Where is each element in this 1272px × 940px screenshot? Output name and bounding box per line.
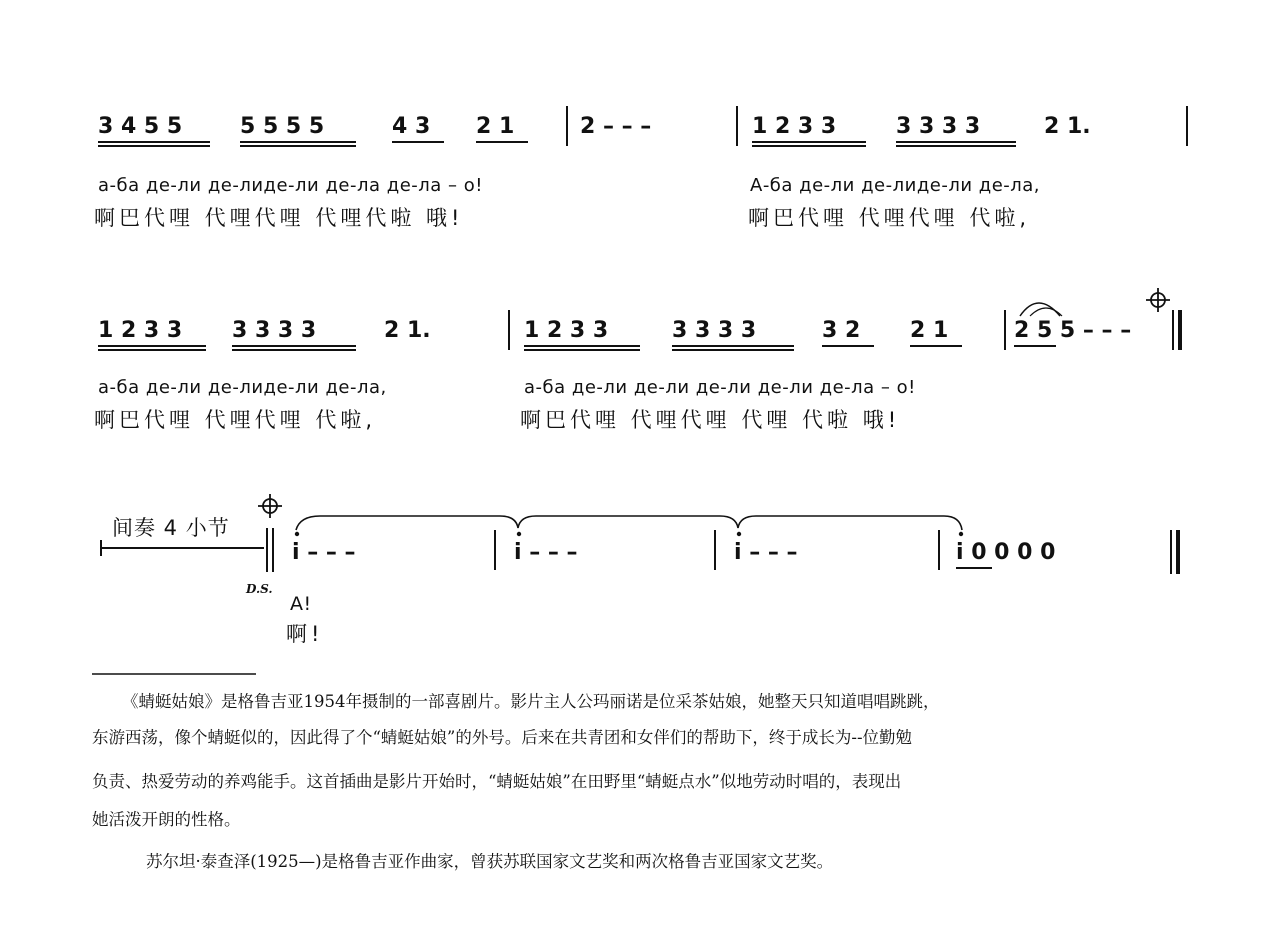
notes-measure-12: i 0 0 0 0 bbox=[956, 540, 1056, 565]
lyrics-russian-1b: А-ба де-ли де-лиде-ли де-ла, bbox=[750, 175, 1041, 196]
notes-measure-7b: 3 3 3 3 bbox=[672, 318, 757, 343]
octave-dot bbox=[959, 532, 963, 536]
lyrics-chinese-1a: 啊巴代哩 代哩代哩 代哩代啦 哦! bbox=[94, 206, 464, 230]
notes-measure-7c: 3 2 bbox=[822, 318, 861, 343]
notes-measure-5c: 2 1. bbox=[1044, 114, 1091, 139]
notes-measure-11: i – – – bbox=[734, 540, 798, 565]
note-line-3: 负责、热爱劳动的养鸡能手。这首插曲是影片开始时，“蜻蜓姑娘”在田野里“蜻蜓点水”似地劳动时唱的，表现出 bbox=[92, 772, 902, 791]
note-line-2: 东游西荡，像个蜻蜓似的，因此得了个“蜻蜓姑娘”的外号。后来在共青团和女伴们的帮助下，终于成长为--位勤勉 bbox=[92, 728, 913, 747]
notes-measure-3b: 2 1 bbox=[476, 114, 515, 139]
octave-dot bbox=[517, 532, 521, 536]
octave-dot bbox=[295, 532, 299, 536]
notes-measure-10: i – – – bbox=[514, 540, 578, 565]
tie-slur bbox=[1030, 308, 1062, 316]
tie-slur bbox=[296, 516, 962, 530]
note-line-5: 苏尔坦·泰查泽(1925—)是格鲁吉亚作曲家，曾获苏联国家文艺奖和两次格鲁吉亚国家文艺奖。 bbox=[146, 852, 834, 871]
notes-measure-5a: 1 2 3 3 bbox=[752, 114, 837, 139]
notes-measure-7d: 2 1 bbox=[910, 318, 949, 343]
notes-measure-6c: 2 1. bbox=[384, 318, 431, 343]
ds-marking: D.S. bbox=[246, 582, 273, 596]
lyrics-chinese-3: 啊! bbox=[286, 622, 324, 646]
lyrics-chinese-2b: 啊巴代哩 代哩代哩 代哩 代啦 哦! bbox=[520, 408, 901, 432]
notes-measure-3a: 4 3 bbox=[392, 114, 431, 139]
interlude-label: 间奏 4 小节 bbox=[112, 516, 230, 540]
note-line-4: 她活泼开朗的性格。 bbox=[92, 810, 241, 829]
coda-sign-icon bbox=[1146, 288, 1170, 312]
notes-measure-2: 5 5 5 5 bbox=[240, 114, 325, 139]
notes-measure-9: i – – – bbox=[292, 540, 356, 565]
lyrics-chinese-2a: 啊巴代哩 代哩代哩 代啦, bbox=[94, 408, 377, 432]
octave-dot bbox=[737, 532, 741, 536]
notes-measure-6b: 3 3 3 3 bbox=[232, 318, 317, 343]
note-line-1: 《蜻蜓姑娘》是格鲁吉亚1954年摄制的一部喜剧片。影片主人公玛丽诺是位采茶姑娘，她整天只知道唱唱跳跳， bbox=[122, 692, 940, 711]
lyrics-russian-2b: а-ба де-ли де-ли де-ли де-ли де-ла – о! bbox=[524, 377, 916, 398]
lyrics-chinese-1b: 啊巴代哩 代哩代哩 代啦, bbox=[748, 206, 1031, 230]
lyrics-russian-2a: а-ба де-ли де-лиде-ли де-ла, bbox=[98, 377, 387, 398]
notes-measure-1: 3 4 5 5 bbox=[98, 114, 183, 139]
notes-measure-8: 2 5 5 – – – bbox=[1014, 318, 1132, 343]
notes-measure-5b: 3 3 3 3 bbox=[896, 114, 981, 139]
notes-measure-4: 2 – – – bbox=[580, 114, 652, 139]
notes-measure-6a: 1 2 3 3 bbox=[98, 318, 183, 343]
coda-sign-icon bbox=[258, 494, 282, 518]
notes-measure-7a: 1 2 3 3 bbox=[524, 318, 609, 343]
lyrics-russian-1a: а-ба де-ли де-лиде-ли де-ла де-ла – о! bbox=[98, 175, 483, 196]
lyrics-russian-3: А! bbox=[290, 593, 312, 615]
